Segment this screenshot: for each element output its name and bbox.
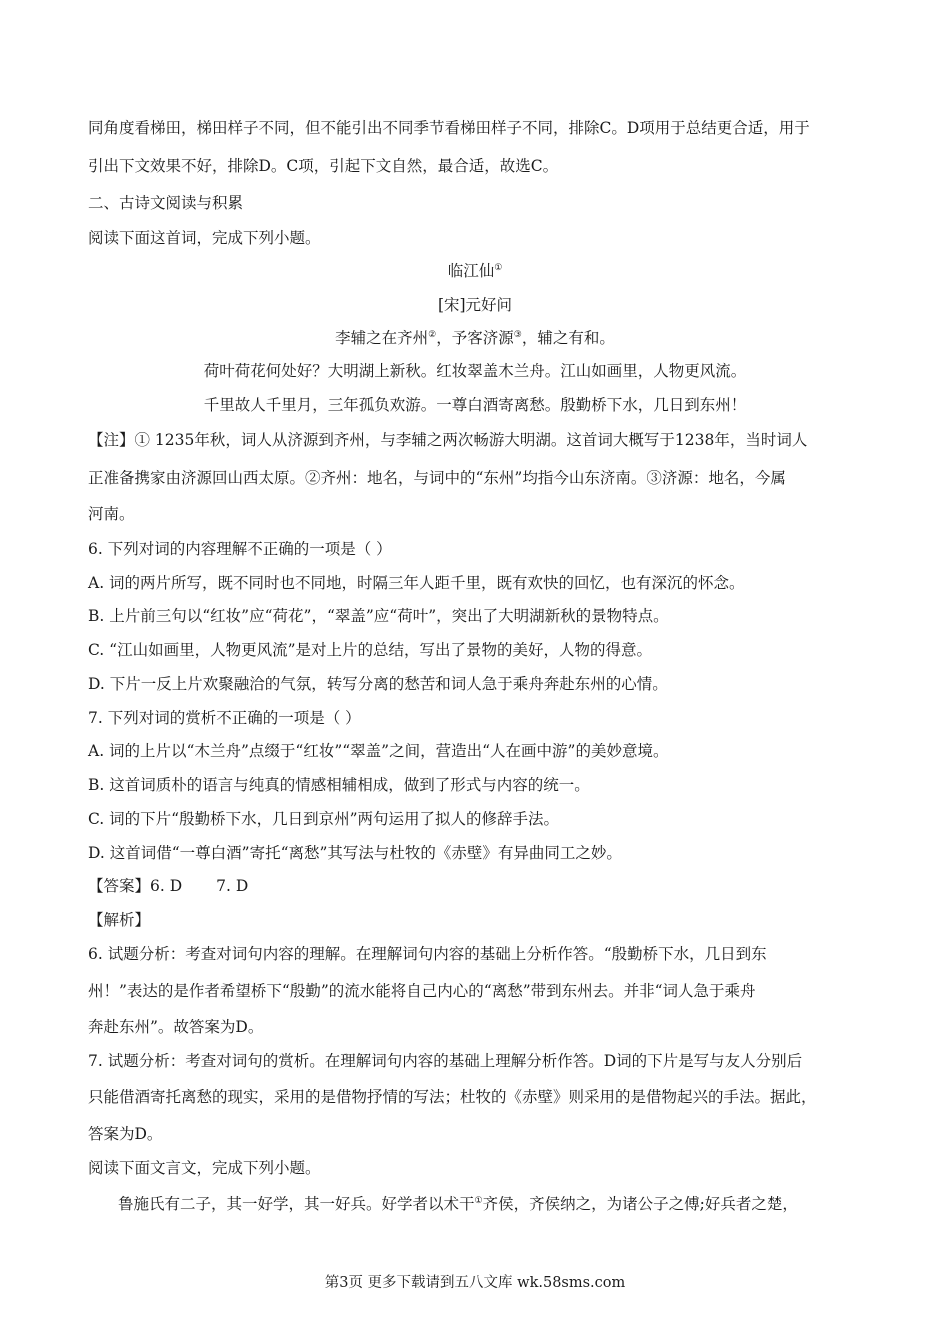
analysis-line: 6. 试题分析：考查对词句内容的理解。在理解词句内容的基础上分析作答。“殷勤桥下水，几日到东 — [88, 945, 767, 963]
analysis-line: 州！”表达的是作者希望桥下“殷勤”的流水能将自己内心的“离愁”带到东州去。并非“词人急于乘舟 — [88, 982, 756, 1000]
text-line: 同角度看梯田，梯田样子不同，但不能引出不同季节看梯田样子不同，排除C。D项用于总结更合适，用于 — [88, 119, 810, 137]
poem-author: [宋]元好问 — [437, 296, 513, 314]
question-6-option-d: D. 下片一反上片欢聚融洽的气氛，转写分离的愁苦和词人急于乘舟奔赴东州的心情。 — [88, 675, 668, 693]
text-line: 引出下文效果不好，排除D。C项，引起下文自然，最合适，故选C。 — [88, 157, 559, 175]
question-6-option-c: C. “江山如画里，人物更风流”是对上片的总结，写出了景物的美好，人物的得意。 — [88, 641, 653, 659]
poem-verse-1: 荷叶荷花何处好？大明湖上新秋。红妆翠盖木兰舟。江山如画里，人物更风流。 — [203, 362, 747, 380]
note-line: 正准备携家由济源回山西太原。②齐州：地名，与词中的“东州”均指今山东济南。③济源：地名，今属 — [88, 469, 786, 487]
analysis-line: 只能借酒寄托离愁的现实，采用的是借物抒情的写法；杜牧的《赤壁》则采用的是借物起兴的手法。据此， — [88, 1088, 817, 1106]
poem-preface: 李辅之在齐州②，予客济源③，辅之有和。 — [335, 329, 615, 347]
page-footer: 第3页 更多下载请到五八文库 wk.58sms.com — [324, 1275, 626, 1291]
analysis-label: 【解析】 — [88, 911, 151, 929]
question-7-stem: 7. 下列对词的赏析不正确的一项是（ ） — [88, 709, 361, 727]
instruction: 阅读下面这首词，完成下列小题。 — [88, 229, 321, 247]
note-line: 【注】① 1235年秋，词人从济源到齐州，与李辅之两次畅游大明湖。这首词大概写于1238年，当时词人 — [88, 431, 808, 449]
question-6-option-a: A. 词的两片所写，既不同时也不同地，时隔三年人距千里，既有欢快的回忆，也有深沉的怀念。 — [88, 574, 745, 592]
question-7-option-a: A. 词的上片以“木兰舟”点缀于“红妆”“翠盖”之间，营造出“人在画中游”的美妙意境。 — [88, 742, 669, 760]
analysis-line: 答案为D。 — [88, 1125, 163, 1143]
section-heading: 二、古诗文阅读与积累 — [88, 194, 244, 212]
classical-text-paragraph: 鲁施氏有二子，其一好学，其一好兵。好学者以术干①齐侯，齐侯纳之，为诸公子之傅;好兵者之楚， — [118, 1195, 798, 1213]
note-line: 河南。 — [88, 505, 135, 523]
poem-verse-2: 千里故人千里月，三年孤负欢游。一尊白酒寄离愁。殷勤桥下水，几日到东州！ — [203, 396, 747, 414]
question-6-stem: 6. 下列对词的内容理解不正确的一项是（ ） — [88, 540, 392, 558]
analysis-line: 7. 试题分析：考查对词句的赏析。在理解词句内容的基础上理解分析作答。D词的下片是写与友人分别后 — [88, 1052, 803, 1070]
poem-title: 临江仙① — [447, 262, 503, 280]
question-7-option-b: B. 这首词质朴的语言与纯真的情感相辅相成，做到了形式与内容的统一。 — [88, 776, 590, 794]
question-6-option-b: B. 上片前三句以“红妆”应“荷花”，“翠盖”应“荷叶”，突出了大明湖新秋的景物特点。 — [88, 607, 669, 625]
instruction: 阅读下面文言文，完成下列小题。 — [88, 1159, 321, 1177]
question-7-option-c: C. 词的下片“殷勤桥下水，几日到京州”两句运用了拟人的修辞手法。 — [88, 810, 560, 828]
question-7-option-d: D. 这首词借“一尊白酒”寄托“离愁”其写法与杜牧的《赤壁》有异曲同工之妙。 — [88, 844, 622, 862]
analysis-line: 奔赴东州”。故答案为D。 — [88, 1018, 264, 1036]
answer-line: 【答案】6. D 7. D — [88, 877, 249, 895]
